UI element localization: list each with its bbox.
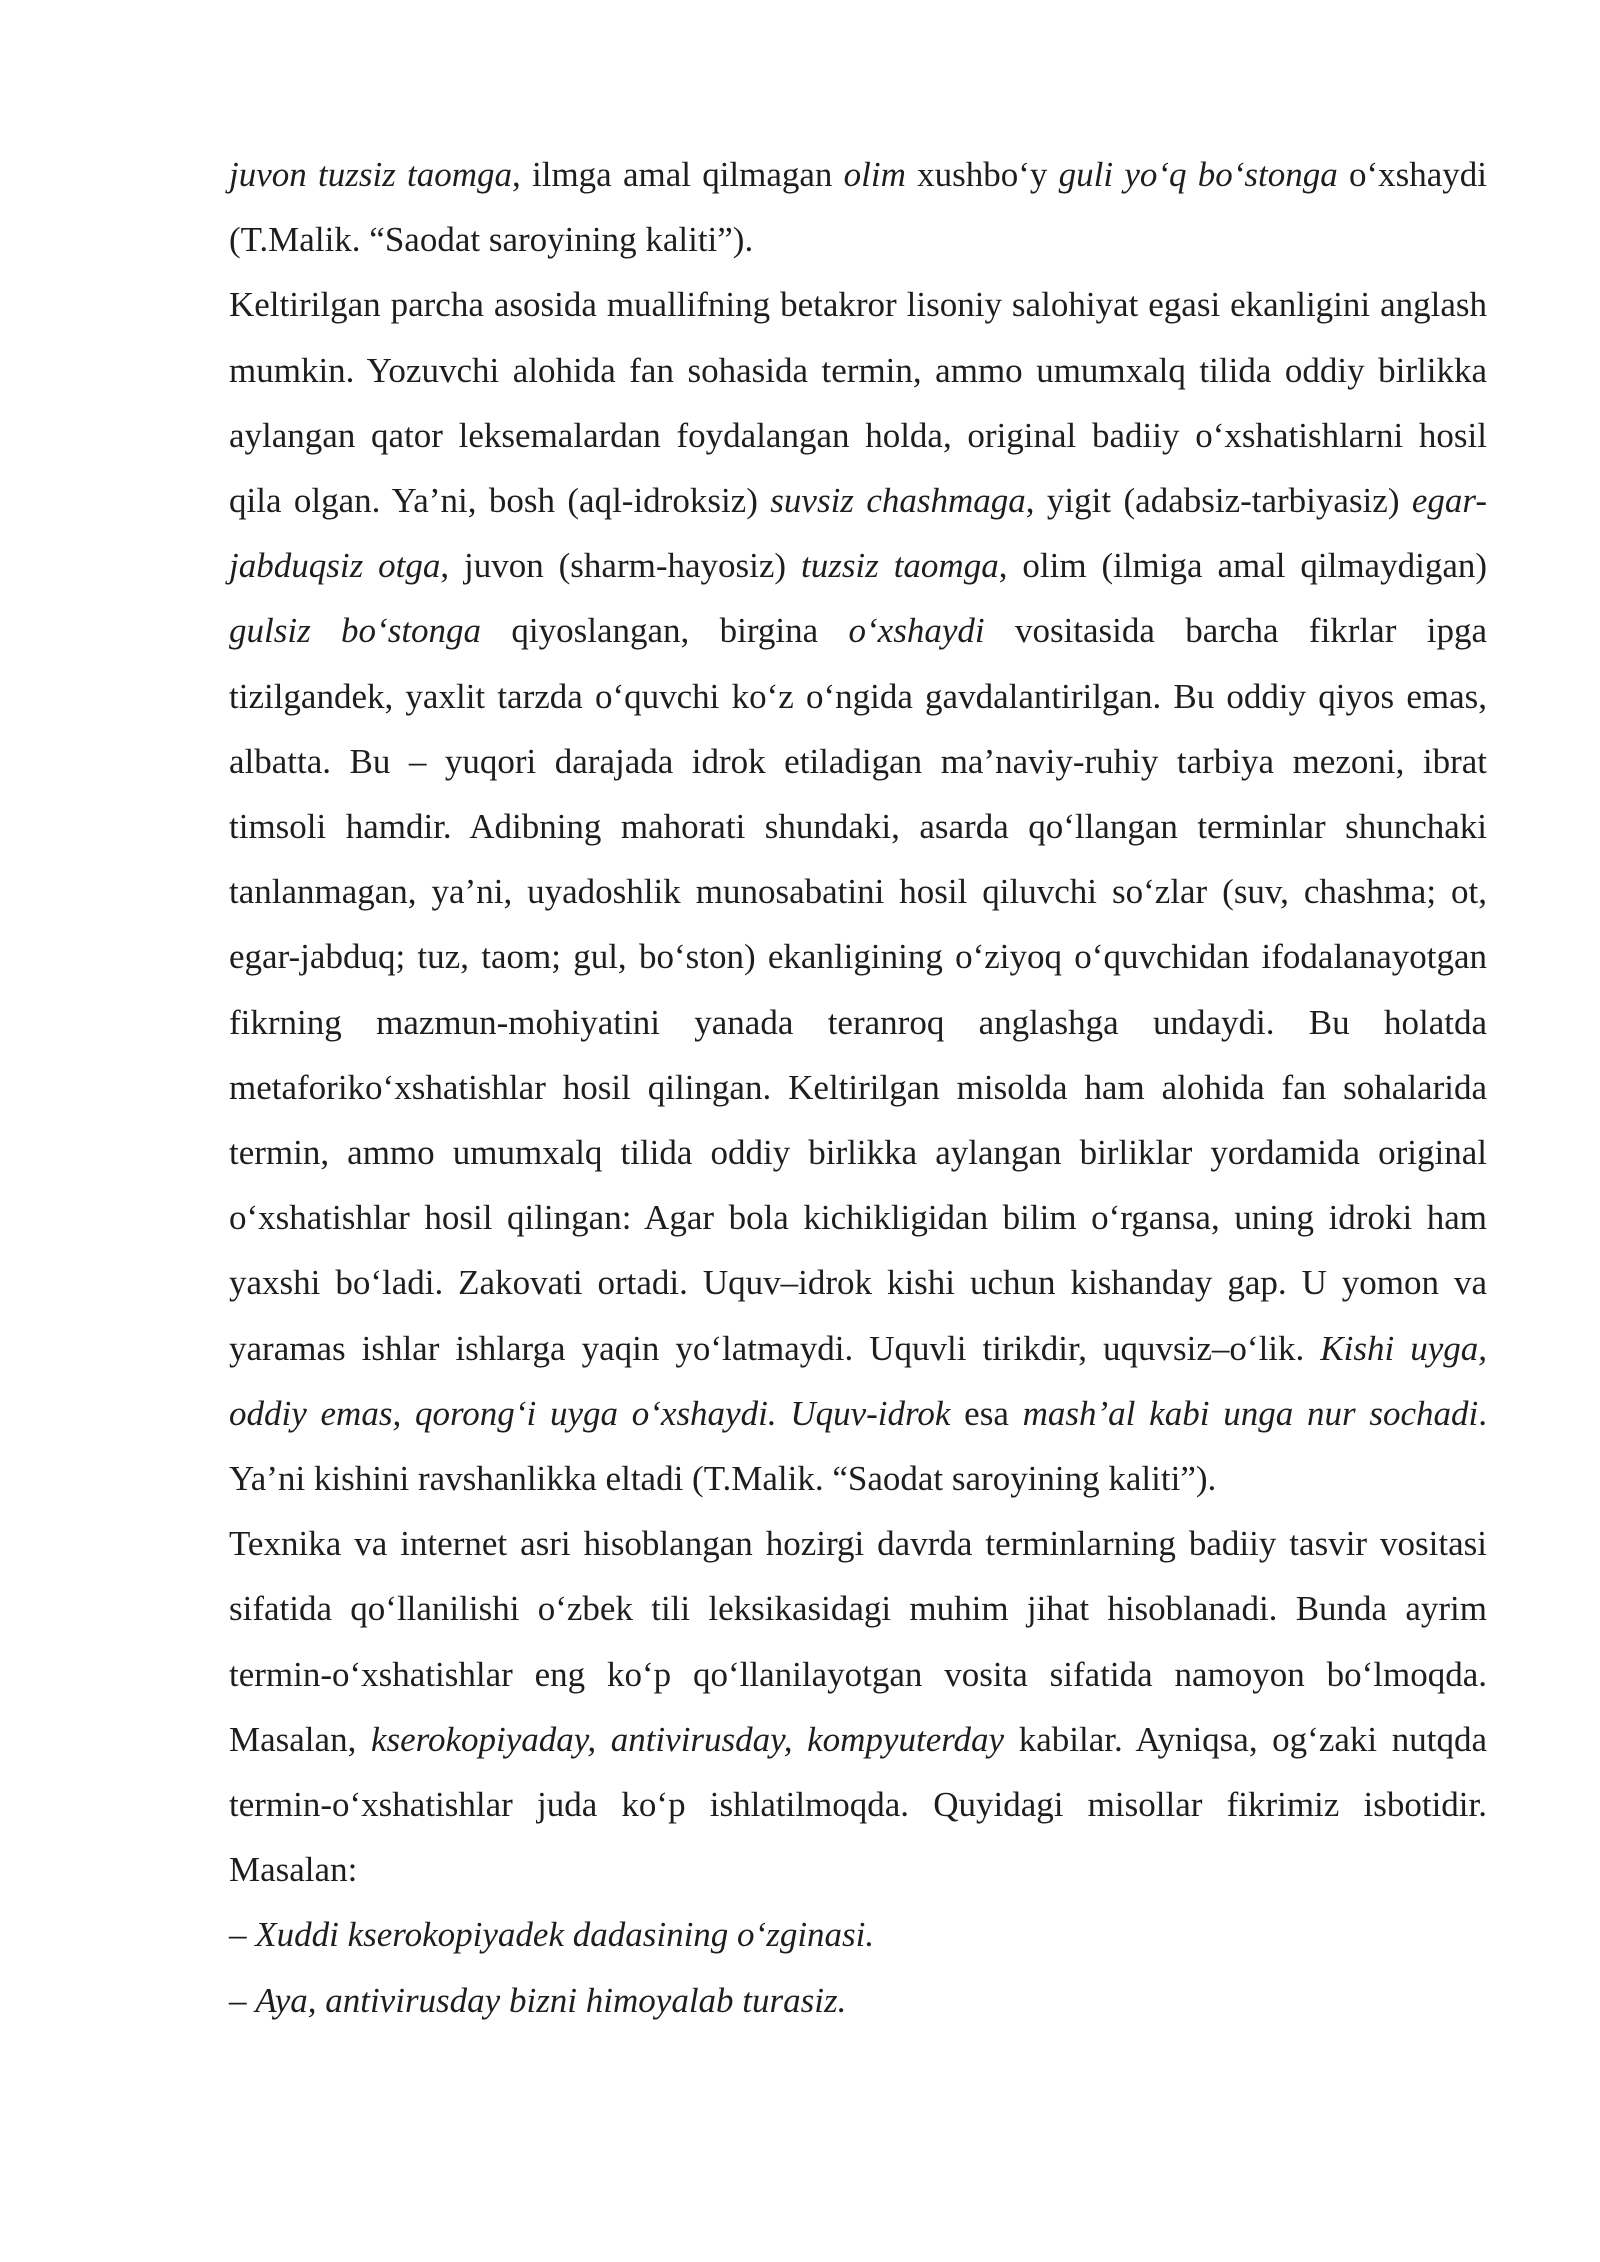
dialog-line [229,1902,1487,1967]
italic-text-run: kserokopiyaday, antivirusday, kompyuterday [370,1719,1005,1759]
italic-text-run: egar-jabduqsiz otga [229,481,1488,586]
text-run: o‘xshaydi (T.Malik. “Saodat saroyining kaliti”). [229,155,1487,260]
text-run: , olim (ilmiga amal qilmaydigan) [998,546,1488,586]
dialog-line [229,1968,1487,2033]
body-paragraph [229,1511,1487,1902]
text-run: xushbo‘y [905,155,1059,194]
text-run: kabilar. Ayniqsa, og‘zaki nutqda termin-o‘xshatishlar juda ko‘p ishlatilmoqda. Quyidagi misollar fikrimiz isbotidir. Masalan: [229,1719,1488,1890]
italic-text-run: Aya, antivirusday bizni himoyalab turasiz. [255,1980,847,2020]
text-run: esa [950,1393,1023,1433]
document-page [229,142,1487,2033]
italic-text-run: o‘xshaydi [848,611,985,651]
text-run: qiyoslangan, birgina [481,611,849,651]
text-run: – [229,1915,256,1955]
text-run: , juvon (sharm-hayosiz) [440,546,801,586]
italic-text-run: gulsiz bo‘stonga [229,611,482,651]
text-run: – [229,1980,256,2020]
text-run: Texnika va internet asri hisoblangan hozirgi davrda terminlarning badiiy tasvir vositasi sifatida qo‘llanilishi o‘zbek tili leksikasidagi muhim jihat hisoblanadi. Bunda ayrim termin-o‘xshatishlar eng ko‘p qo‘llanilayotgan vosita sifatida namoyon bo‘lmoqda. Masalan, [229,1524,1487,1759]
italic-text-run: juvon tuzsiz taomga [229,155,513,194]
body-paragraph [229,272,1487,1511]
italic-text-run: Kishi uyga, oddiy emas, qorong‘i uyga o‘xshaydi. Uquv-idrok [229,1328,1487,1433]
text-run: . Ya’ni kishini ravshanlikka eltadi (T.Malik. “Saodat saroyining kaliti”). [229,1393,1487,1499]
italic-text-run: mash’al kabi unga nur sochadi [1022,1393,1479,1433]
text-run: Keltirilgan parcha asosida muallifning betakror lisoniy salohiyat egasi ekanligini anglash mumkin. Yozuvchi alohida fan sohasida termin, ammo umumxalq tilida oddiy birlikka aylangan qator leksemalardan foydalangan holda, original badiiy o‘xshatishlarni hosil qila olgan. Ya’ni, bosh (aql-idroksiz) [229,285,1487,521]
italic-text-run: olim [843,155,906,194]
italic-text-run: tuzsiz taomga [800,546,999,586]
text-run: , yigit (adabsiz-tarbiyasiz) [1025,481,1412,521]
text-run: vositasida barcha fikrlar ipga tizilgandek, yaxlit tarzda o‘quvchi ko‘z o‘ngida gavdalantirilgan. Bu oddiy qiyos emas, albatta. Bu – yuqori darajada idrok etiladigan ma’naviy-ruhiy tarbiya mezoni, ibrat timsoli hamdir. Adibning mahorati shundaki, asarda qo‘llangan terminlar shunchaki tanlanmagan, ya’ni, uyadoshlik munosabatini hosil qiluvchi so‘zlar (suv, chashma; ot, egar-jabduq; tuz, taom; gul, bo‘ston) ekanligining o‘ziyoq o‘quvchidan ifodalanayotgan fikrning mazmun-mohiyatini yanada teranroq anglashga undaydi. Bu holatda metaforiko‘xshatishlar hosil qilingan. Keltirilgan misolda ham alohida fan sohalarida termin, ammo umumxalq tilida oddiy birlikka aylangan birliklar yordamida original o‘xshatishlar hosil qilingan: Agar bola kichikligidan bilim o‘rgansa, uning idroki ham yaxshi bo‘ladi. Zakovati ortadi. Uquv–idrok kishi uchun kishanday gap. U yomon va yaramas ishlar ishlarga yaqin yo‘latmaydi. Uquvli tirikdir, uquvsiz–o‘lik. [229,611,1487,1368]
italic-text-run: guli yo‘q bo‘stonga [1058,155,1338,194]
body-paragraph [229,142,1487,272]
text-run: , ilmga amal qilmagan [512,155,844,194]
italic-text-run: suvsiz chashmaga [770,481,1026,521]
italic-text-run: Xuddi kserokopiyadek dadasining o‘zginasi. [255,1915,875,1955]
